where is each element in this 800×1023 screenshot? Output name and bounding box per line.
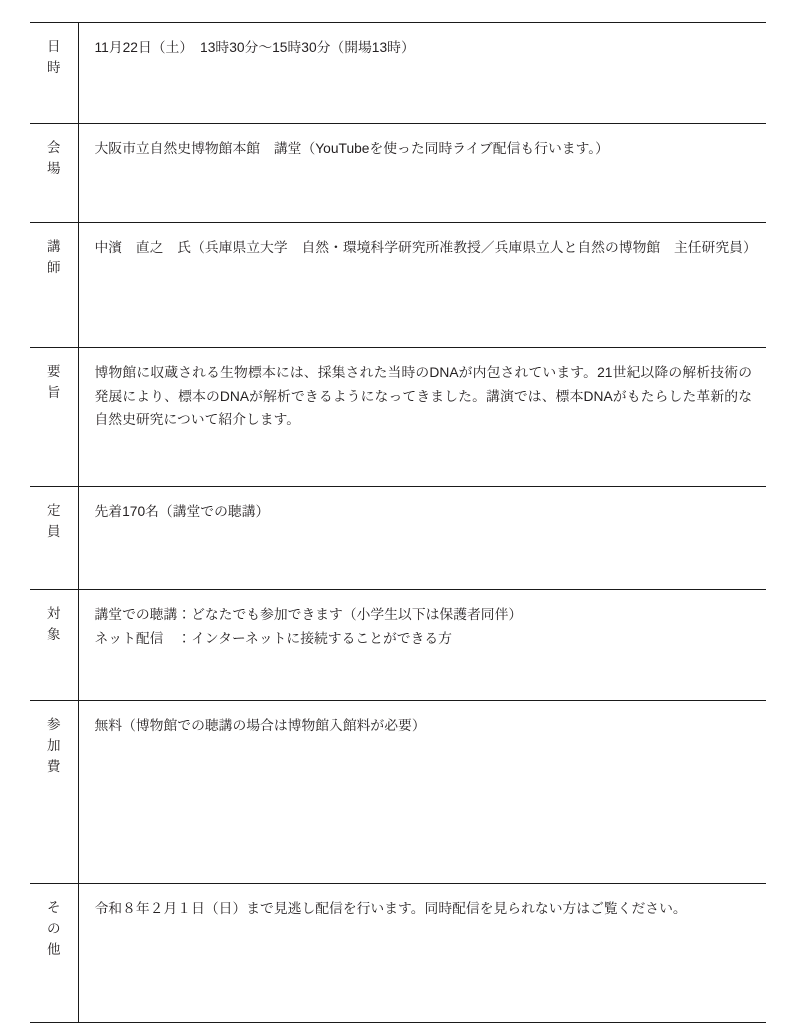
row-content-lecturer: 中濱 直之 氏（兵庫県立大学 自然・環境科学研究所准教授／兵庫県立人と自然の博物館 主任研究員）: [94, 240, 757, 255]
table-row: [30, 348, 766, 487]
row-label-lecturer: 講師: [30, 223, 78, 348]
row-content-venue: 大阪市立自然史博物館本館 講堂（YouTubeを使った同時ライブ配信も行います。）: [94, 141, 609, 156]
table-row: [30, 701, 766, 884]
row-label-capacity: 定員: [30, 487, 78, 590]
row-content-datetime: 11月22日（土） 13時30分〜15時30分（開場13時）: [94, 40, 415, 55]
row-label-fee: 参加費: [30, 701, 78, 884]
row-label-summary: 要旨: [30, 348, 78, 487]
table-row: [30, 590, 766, 701]
table-row: [30, 487, 766, 590]
table-row: [30, 124, 766, 223]
row-label-other: その他: [30, 884, 78, 1023]
row-content-target: 講堂での聴講：どなたでも参加できます（小学生以下は保護者同伴） ネット配信 ：インターネットに接続することができる方: [94, 607, 523, 646]
table-row: [30, 23, 766, 124]
table-row: [30, 223, 766, 348]
row-content-capacity: 先着170名（講堂での聴講）: [94, 504, 270, 519]
row-label-datetime: 日時: [30, 23, 78, 124]
row-content-other: 令和８年２月１日（日）まで見逃し配信を行います。同時配信を見られない方はご覧ください。: [94, 901, 687, 916]
row-label-venue: 会場: [30, 124, 78, 223]
row-label-target: 対象: [30, 590, 78, 701]
event-info-table: [30, 22, 766, 1023]
row-content-summary: 博物館に収蔵される生物標本には、採集された当時のDNAが内包されています。21世紀以降の解析技術の発展により、標本のDNAが解析できるようになってきました。講演では、標本DNAがもたらした革新的な自然史研究について紹介します。: [94, 365, 752, 428]
table-row: [30, 884, 766, 1023]
event-info-table-body: [30, 23, 766, 1023]
row-content-fee: 無料（博物館での聴講の場合は博物館入館料が必要）: [94, 718, 426, 733]
